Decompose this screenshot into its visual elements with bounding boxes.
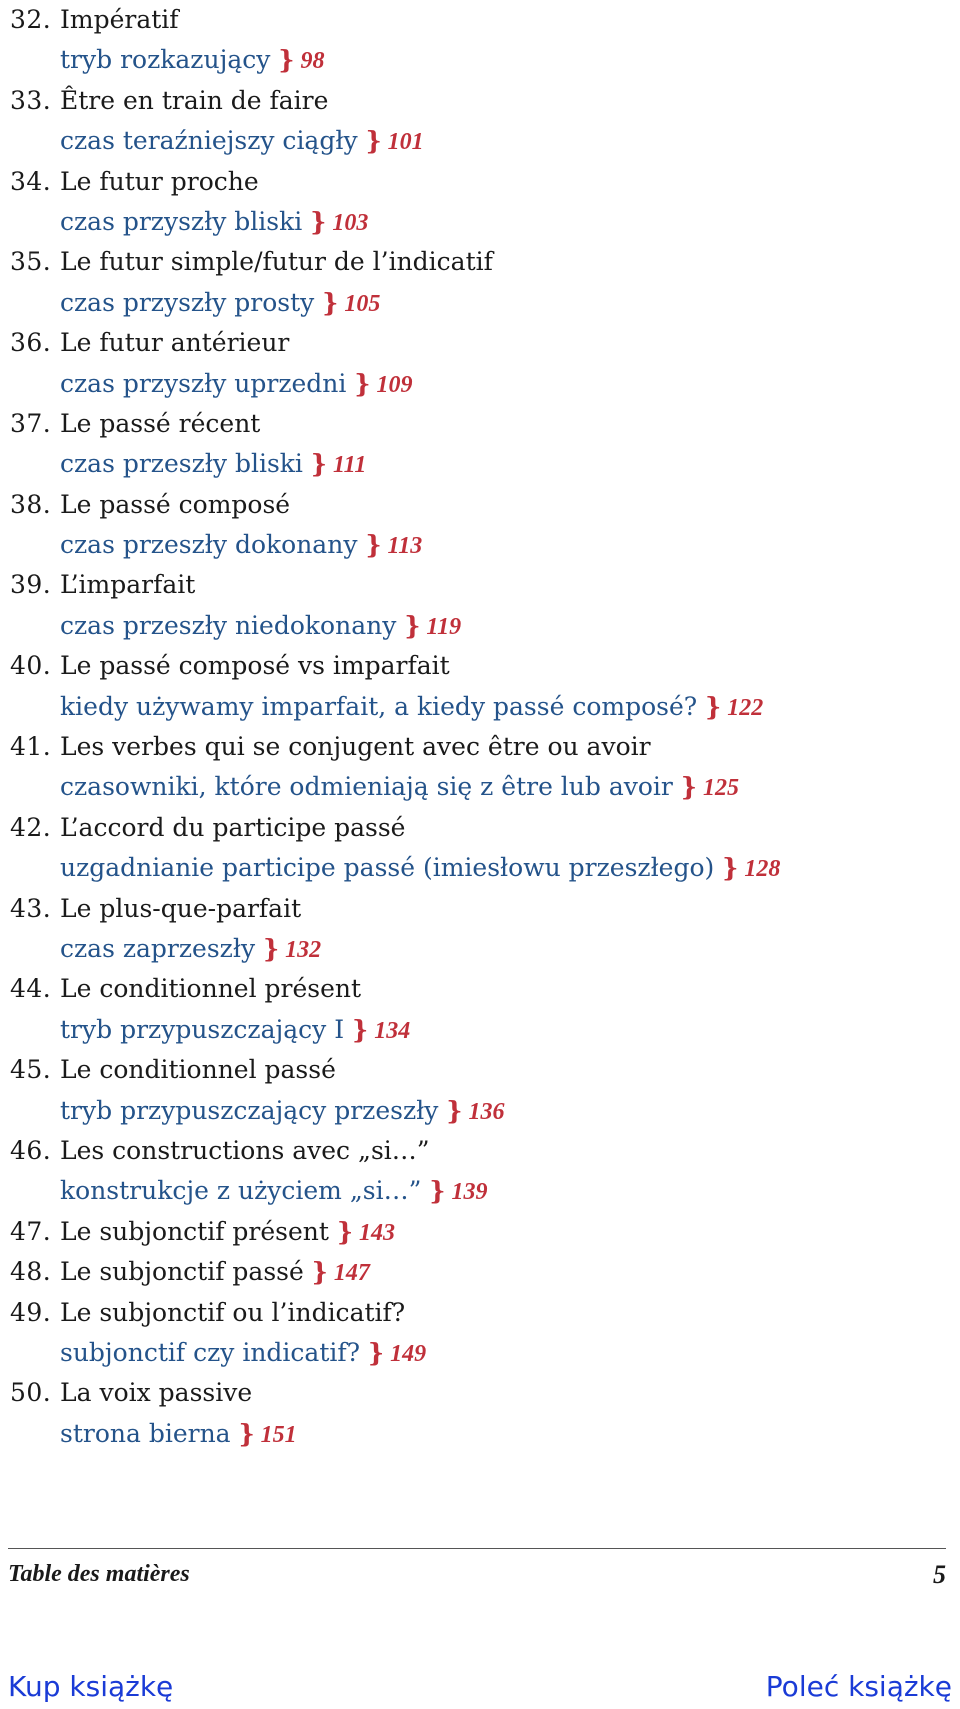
chapter-number: 45. xyxy=(10,1055,52,1085)
chapter-number: 35. xyxy=(10,247,52,277)
chapter-title-polish xyxy=(60,364,412,405)
toc-entry-french-line xyxy=(0,1131,960,1171)
chapter-title-french-text: Les constructions avec „si…” xyxy=(60,1135,430,1165)
toc-entry-polish-line xyxy=(0,202,960,242)
chapter-title-polish xyxy=(60,1010,410,1051)
page-reference: 125 xyxy=(702,775,739,802)
chapter-title-polish xyxy=(60,1414,297,1455)
toc-entry-polish-line xyxy=(0,1091,960,1131)
chapter-title-french-text: Le plus-que-parfait xyxy=(60,893,302,923)
chapter-title-french-text: Les verbes qui se conjugent avec être ou avoir xyxy=(60,732,651,762)
page-reference: 109 xyxy=(376,371,413,398)
chapter-title-french xyxy=(60,969,361,1009)
page-reference: 113 xyxy=(387,533,423,560)
toc-entry-polish-line xyxy=(0,606,960,646)
toc-entry-french-line xyxy=(0,646,960,686)
toc-entry xyxy=(0,323,960,404)
toc-entry xyxy=(0,1131,960,1212)
toc-entry-polish-line xyxy=(0,121,960,161)
chapter-title-polish-text: czas przeszły niedokonany xyxy=(60,610,397,640)
chapter-title-polish xyxy=(60,444,366,485)
chapter-title-french xyxy=(60,565,195,605)
chapter-title-french xyxy=(60,1252,370,1293)
chapter-title-french-text: Le subjonctif présent xyxy=(60,1216,329,1246)
chapter-title-polish-text: strona bierna xyxy=(60,1418,231,1448)
brace-separator: } xyxy=(404,610,421,640)
chapter-title-polish-text: tryb przypuszczający I xyxy=(60,1014,345,1044)
chapter-title-polish-text: uzgadnianie participe passé (imiesłowu przeszłego) xyxy=(60,853,715,883)
page-reference: 119 xyxy=(426,613,462,640)
chapter-number: 38. xyxy=(10,489,52,519)
chapter-title-polish xyxy=(60,848,780,889)
chapter-title-french xyxy=(60,81,328,121)
brace-separator: } xyxy=(278,45,295,75)
page-reference: 139 xyxy=(451,1179,488,1206)
toc-entry-polish-line xyxy=(0,1010,960,1050)
chapter-title-french-text: Être en train de faire xyxy=(60,85,329,115)
chapter-title-polish xyxy=(60,929,321,970)
chapter-number: 46. xyxy=(10,1135,52,1165)
chapter-number: 47. xyxy=(10,1216,52,1246)
page-reference: 103 xyxy=(332,209,369,236)
toc-entry xyxy=(0,1293,960,1374)
toc-entry-french-line xyxy=(0,565,960,605)
toc-entry-french-line xyxy=(0,242,960,282)
brace-separator: } xyxy=(429,1176,446,1206)
chapter-title-polish xyxy=(60,121,424,162)
footer-page-number: 5 xyxy=(933,1560,946,1589)
chapter-title-french xyxy=(60,727,651,767)
chapter-title-french xyxy=(60,1212,395,1253)
page-reference: 98 xyxy=(300,48,325,75)
toc-entry-french-line xyxy=(0,808,960,848)
toc-entry-polish-line xyxy=(0,1333,960,1373)
page-reference: 132 xyxy=(285,936,322,963)
chapter-title-polish xyxy=(60,767,739,808)
page-reference: 149 xyxy=(390,1340,427,1367)
chapter-number: 44. xyxy=(10,974,52,1004)
chapter-title-french-text: Le passé récent xyxy=(60,408,261,438)
page-reference: 122 xyxy=(727,694,764,721)
toc-entry xyxy=(0,162,960,243)
chapter-title-french xyxy=(60,242,493,282)
toc-entry-french-line xyxy=(0,1293,960,1333)
chapter-title-polish-text: czas przeszły bliski xyxy=(60,449,303,479)
brace-separator: } xyxy=(365,126,382,156)
toc-entry xyxy=(0,1212,960,1252)
page-reference: 101 xyxy=(387,129,424,156)
chapter-title-polish-text: subjonctif czy indicatif? xyxy=(60,1337,361,1367)
brace-separator: } xyxy=(311,1257,328,1287)
brace-separator: } xyxy=(352,1014,369,1044)
toc-entry-polish-line xyxy=(0,1414,960,1454)
page-reference: 111 xyxy=(333,452,367,479)
toc-entry-french-line xyxy=(0,969,960,1009)
toc-entry-polish-line xyxy=(0,687,960,727)
brace-separator: } xyxy=(365,530,382,560)
chapter-title-french xyxy=(60,1131,430,1171)
brace-separator: } xyxy=(263,933,280,963)
chapter-title-polish-text: tryb rozkazujący xyxy=(60,45,271,75)
brace-separator: } xyxy=(705,691,722,721)
chapter-title-polish xyxy=(60,283,380,324)
chapter-number: 34. xyxy=(10,166,52,196)
chapter-title-polish xyxy=(60,1091,504,1132)
toc-entry-polish-line xyxy=(0,525,960,565)
brace-separator: } xyxy=(680,772,697,802)
brace-separator: } xyxy=(238,1418,255,1448)
toc-entry xyxy=(0,1373,960,1454)
chapter-title-polish-text: kiedy używamy imparfait, a kiedy passé composé? xyxy=(60,691,698,721)
brace-separator: } xyxy=(336,1216,354,1246)
toc-entry xyxy=(0,889,960,970)
chapter-title-french-text: Le futur antérieur xyxy=(60,328,290,358)
chapter-number: 48. xyxy=(10,1257,52,1287)
chapter-title-french xyxy=(60,808,405,848)
toc-entry-polish-line xyxy=(0,767,960,807)
chapter-title-polish xyxy=(60,606,461,647)
toc-entry-polish-line xyxy=(0,929,960,969)
toc-entry-french-line xyxy=(0,1050,960,1090)
buy-book-link[interactable]: Kup książkę xyxy=(8,1670,174,1703)
toc-entry-french-line xyxy=(0,81,960,121)
chapter-title-french xyxy=(60,323,289,363)
toc-entry-french-line xyxy=(0,485,960,525)
toc-entry xyxy=(0,808,960,889)
toc-entry-french-line xyxy=(0,162,960,202)
toc-entry xyxy=(0,1050,960,1131)
toc-entry xyxy=(0,242,960,323)
chapter-title-french xyxy=(60,1373,252,1413)
toc-entry xyxy=(0,1252,960,1292)
chapter-title-french-text: Le passé composé xyxy=(60,489,291,519)
chapter-title-polish-text: czasowniki, które odmieniają się z être lub avoir xyxy=(60,772,673,802)
chapter-title-french-text: La voix passive xyxy=(60,1378,253,1408)
recommend-book-link[interactable]: Poleć książkę xyxy=(765,1670,952,1703)
footer-divider xyxy=(8,1548,946,1549)
chapter-title-french-text: Le subjonctif passé xyxy=(60,1257,304,1287)
toc-entry xyxy=(0,485,960,566)
chapter-title-french-text: Le futur simple/futur de l’indicatif xyxy=(60,247,493,277)
toc-entry-french-line xyxy=(0,1252,960,1292)
chapter-title-french xyxy=(60,1050,336,1090)
chapter-title-polish-text: czas przyszły prosty xyxy=(60,287,315,317)
page-reference: 151 xyxy=(260,1421,297,1448)
chapter-number: 33. xyxy=(10,85,52,115)
chapter-title-french-text: Le conditionnel passé xyxy=(60,1055,336,1085)
toc-entry xyxy=(0,969,960,1050)
brace-separator: } xyxy=(310,206,327,236)
toc-entry-polish-line xyxy=(0,40,960,80)
page-reference: 105 xyxy=(344,290,381,317)
brace-separator: } xyxy=(310,449,327,479)
chapter-number: 43. xyxy=(10,893,52,923)
toc-entry xyxy=(0,565,960,646)
chapter-number: 40. xyxy=(10,651,52,681)
toc-entry xyxy=(0,0,960,81)
toc-entry-french-line xyxy=(0,323,960,363)
toc-entry-french-line xyxy=(0,404,960,444)
brace-separator: } xyxy=(354,368,371,398)
toc-entry xyxy=(0,404,960,485)
chapter-number: 41. xyxy=(10,732,52,762)
page-reference: 134 xyxy=(374,1017,411,1044)
chapter-title-polish xyxy=(60,202,368,243)
chapter-title-french xyxy=(60,485,290,525)
chapter-title-polish-text: czas przeszły dokonany xyxy=(60,530,358,560)
chapter-title-french-text: Le passé composé vs imparfait xyxy=(60,651,450,681)
chapter-number: 49. xyxy=(10,1297,52,1327)
chapter-title-french-text: L’accord du participe passé xyxy=(60,812,406,842)
chapter-number: 50. xyxy=(10,1378,52,1408)
chapter-title-french-text: Le futur proche xyxy=(60,166,259,196)
page-reference: 136 xyxy=(468,1098,505,1125)
toc-entry-polish-line xyxy=(0,444,960,484)
chapter-title-polish-text: czas zaprzeszły xyxy=(60,933,256,963)
toc-entry xyxy=(0,81,960,162)
toc-entry-french-line xyxy=(0,727,960,767)
chapter-title-polish xyxy=(60,687,763,728)
chapter-title-french xyxy=(60,1293,405,1333)
brace-separator: } xyxy=(322,287,339,317)
chapter-title-polish-text: czas teraźniejszy ciągły xyxy=(60,126,358,156)
chapter-title-french xyxy=(60,162,259,202)
chapter-number: 36. xyxy=(10,328,52,358)
page-reference: 147 xyxy=(333,1260,370,1287)
toc-entry xyxy=(0,646,960,727)
toc-entry-polish-line xyxy=(0,1171,960,1211)
chapter-title-french-text: Impératif xyxy=(60,5,179,34)
brace-separator: } xyxy=(722,853,739,883)
chapter-number: 37. xyxy=(10,408,52,438)
chapter-title-polish xyxy=(60,1333,426,1374)
page-reference: 128 xyxy=(744,856,781,883)
brace-separator: } xyxy=(368,1337,385,1367)
chapter-title-polish-text: czas przyszły uprzedni xyxy=(60,368,347,398)
page-reference: 143 xyxy=(359,1219,396,1246)
chapter-title-polish xyxy=(60,40,324,81)
chapter-title-polish xyxy=(60,1171,487,1212)
chapter-number: 42. xyxy=(10,812,52,842)
footer-section-title: Table des matières xyxy=(8,1561,190,1587)
chapter-number: 39. xyxy=(10,570,52,600)
chapter-title-french xyxy=(60,0,179,40)
toc-entry-polish-line xyxy=(0,283,960,323)
toc-entry-french-line xyxy=(0,0,960,40)
chapter-title-polish-text: czas przyszły bliski xyxy=(60,206,303,236)
chapter-title-french-text: Le subjonctif ou l’indicatif? xyxy=(60,1297,406,1327)
chapter-title-french xyxy=(60,404,260,444)
chapter-title-french-text: Le conditionnel présent xyxy=(60,974,362,1004)
toc-entry-french-line xyxy=(0,889,960,929)
chapter-title-polish-text: konstrukcje z użyciem „si…” xyxy=(60,1176,422,1206)
chapter-title-french-text: L’imparfait xyxy=(60,570,196,600)
chapter-number: 32. xyxy=(10,5,52,34)
toc-entry xyxy=(0,727,960,808)
chapter-title-polish xyxy=(60,525,422,566)
toc-entry-polish-line xyxy=(0,848,960,888)
toc-entry-french-line xyxy=(0,1212,960,1252)
brace-separator: } xyxy=(446,1095,463,1125)
chapter-title-french xyxy=(60,646,450,686)
toc-entry-french-line xyxy=(0,1373,960,1413)
toc-entry-polish-line xyxy=(0,364,960,404)
chapter-title-polish-text: tryb przypuszczający przeszły xyxy=(60,1095,439,1125)
chapter-title-french xyxy=(60,889,301,929)
